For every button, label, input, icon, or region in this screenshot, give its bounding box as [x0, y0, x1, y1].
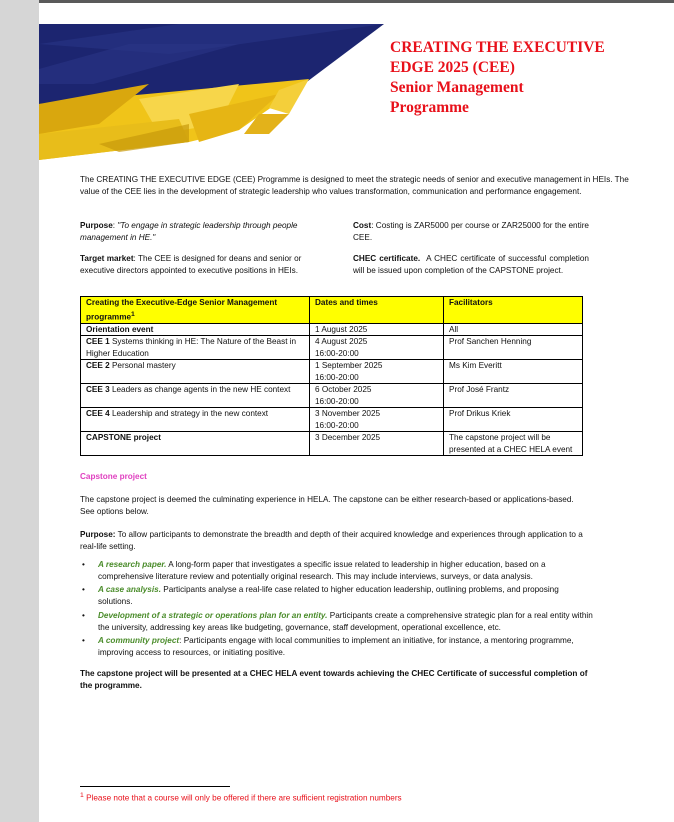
date-cell: 1 August 2025: [310, 323, 444, 336]
target-label: Target market: [80, 254, 134, 263]
table-row: [81, 336, 583, 360]
facilitator-cell: All: [444, 323, 583, 336]
footnote-mark: 1: [80, 792, 84, 799]
list-item: • Development of a strategic or operations plan for an entity. Participants create a comprehensive strategic plan for a real entity within the university, addressing key areas like budgeting, governance, staff development, operational excellence, etc.: [82, 610, 593, 632]
page-title: [390, 38, 660, 118]
session-cell: Orientation event: [81, 323, 310, 336]
table-row: [81, 408, 583, 432]
session-cell: CEE 3 Leaders as change agents in the new HE context: [81, 384, 310, 408]
footnote-text: Please note that a course will only be offered if there are sufficient registration numbers: [83, 793, 402, 803]
capstone-purpose-text: To allow participants to demonstrate the breadth and depth of their acquired knowledge and experiences through application to a real-life setting.: [80, 530, 583, 551]
certificate-text: A CHEC certificate of successful completion will be issued upon completion of the CAPSTONE project.: [353, 254, 589, 275]
date-cell: 1 September 2025 16:00-20:00: [310, 360, 444, 384]
purpose-text: "To engage in strategic leadership through people management in HE.": [80, 221, 298, 242]
certificate-paragraph: [353, 253, 589, 276]
facilitator-cell: Prof José Frantz: [444, 384, 583, 408]
capstone-closing-statement: The capstone project will be presented at a CHEC HELA event towards achieving the CHEC Certificate of successful completion of the programme.: [80, 669, 588, 690]
date-cell: 3 November 2025 16:00-20:00: [310, 408, 444, 432]
header-graphic: [39, 24, 384, 160]
certificate-label: CHEC certificate.: [353, 254, 421, 263]
target-market-paragraph: Target market: The CEE is designed for deans and senior or executive directors appointed to executive positions in HEIs.: [80, 254, 302, 275]
facilitator-cell: The capstone project will be presented at a CHEC HELA event: [444, 432, 583, 456]
session-cell: CEE 2 Personal mastery: [81, 360, 310, 384]
document-page: [39, 0, 674, 786]
capstone-purpose-label: Purpose:: [80, 530, 116, 539]
intro-paragraph: The CREATING THE EXECUTIVE EDGE (CEE) Programme is designed to meet the strategic needs of senior and executive management in HEIs. The value of the CEE lies in the development of strategic leadership who values transformation, communication and performance engagement.: [80, 175, 629, 196]
cost-text: Costing is ZAR5000 per course or ZAR25000 for the entire CEE.: [353, 221, 589, 242]
title-line-1: CREATING THE EXECUTIVE: [390, 39, 605, 56]
cost-paragraph: Cost: Costing is ZAR5000 per course or ZAR25000 for the entire CEE.: [353, 221, 589, 242]
bullet-icon: •: [82, 585, 85, 595]
target-text: The CEE is designed for deans and senior or executive directors appointed to executive positions in HEIs.: [80, 254, 302, 275]
header-programme: Creating the Executive-Edge Senior Management programme$^1$: [81, 297, 310, 324]
title-line-2: EDGE 2025 (CEE): [390, 59, 515, 76]
header-facilitators: Facilitators: [444, 297, 583, 324]
capstone-purpose: [80, 529, 590, 552]
page-lower: [39, 786, 674, 822]
bullet-icon: •: [82, 636, 85, 646]
table-row: [81, 323, 583, 336]
bullet-icon: •: [82, 560, 85, 569]
table-row: [81, 384, 583, 408]
title-line-3: Senior Management: [390, 79, 524, 96]
purpose-label: Purpose: [80, 221, 113, 230]
capstone-description: The capstone project is deemed the culminating experience in HELA. The capstone can be either research-based or applications-based. See options below.: [80, 495, 574, 516]
session-cell: CEE 1 Systems thinking in HE: The Nature of the Beast in Higher Education: [81, 336, 310, 360]
date-cell: 4 August 2025 16:00-20:00: [310, 336, 444, 360]
purpose-paragraph: Purpose: "To engage in strategic leadership through people management in HE.": [80, 221, 298, 242]
cost-label: Cost: [353, 221, 372, 230]
facilitator-cell: Prof Sanchen Henning: [444, 336, 583, 360]
programme-table: [80, 296, 583, 456]
footnote-rule: [80, 786, 230, 787]
footnote: [80, 792, 402, 803]
date-cell: 3 December 2025: [310, 432, 444, 456]
header-dates: Dates and times: [310, 297, 444, 324]
bullet-icon: •: [82, 610, 85, 620]
list-item: • A research paper. A long-form paper that investigates a specific issue related to leadership in higher education, based on a comprehensive literature review and potentially original research. This may include interviews, surveys, or data analysis.: [82, 560, 546, 581]
page-top-border: [39, 0, 674, 3]
facilitator-cell: Prof Drikus Kriek: [444, 408, 583, 432]
list-item: • A community project: Participants engage with local communities to implement an initiative, for instance, a mentoring programme, improving access to resources, or initiating positive.: [82, 636, 574, 657]
session-cell: CEE 4 Leadership and strategy in the new context: [81, 408, 310, 432]
footnote-ref: 1: [131, 310, 135, 318]
capstone-options-list: [80, 559, 593, 661]
title-line-4: Programme: [390, 99, 469, 116]
date-cell: 6 October 2025 16:00-20:00: [310, 384, 444, 408]
facilitator-cell: Ms Kim Everitt: [444, 360, 583, 384]
table-header-row: [81, 297, 583, 324]
session-cell: CAPSTONE project: [81, 432, 310, 456]
table-row: [81, 360, 583, 384]
table-row: [81, 432, 583, 456]
capstone-heading: Capstone project: [80, 472, 147, 481]
list-item: • A case analysis. Participants analyse a real-life case related to higher education leadership, outlining problems, and proposing solutions.: [82, 585, 559, 607]
